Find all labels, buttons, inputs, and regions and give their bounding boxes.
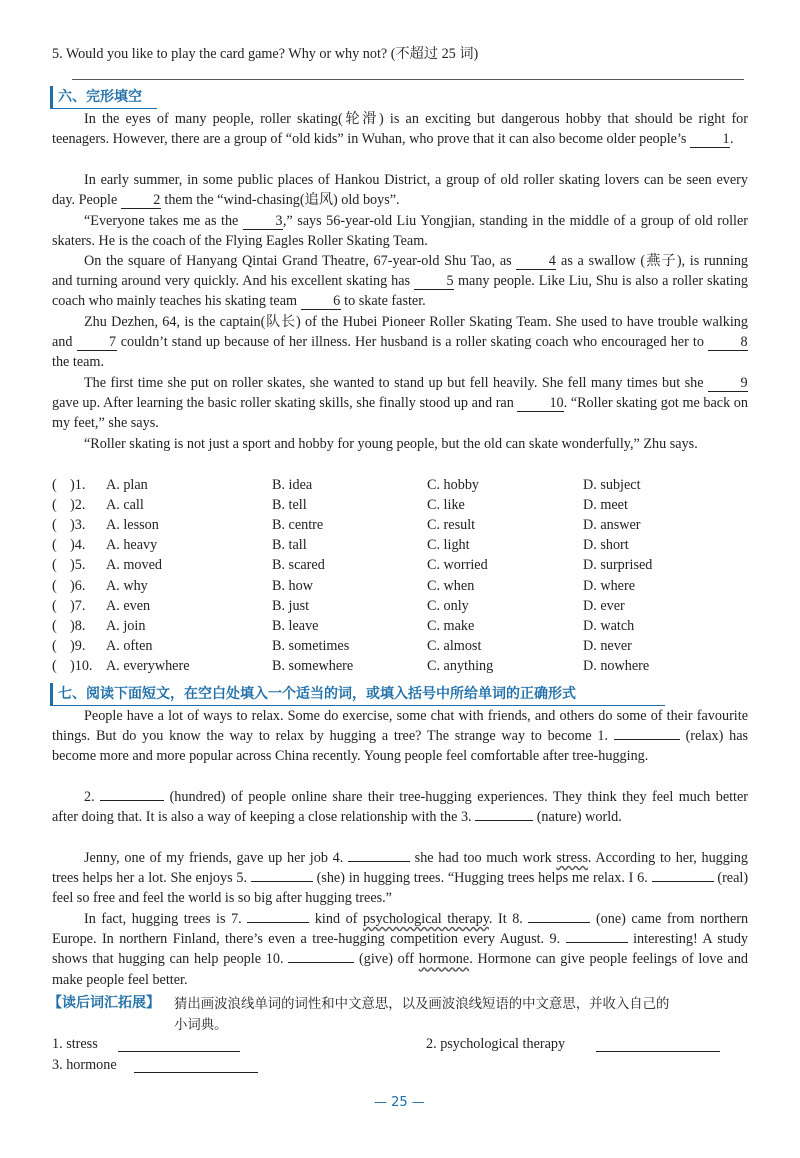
text: many people. Like Liu, Shu is also a roller skating coach who mainly teaches his skating team <box>52 273 749 310</box>
answer-bracket[interactable]: ( <box>52 578 57 594</box>
option-row <box>52 515 752 535</box>
blank-s7-4[interactable] <box>348 861 410 862</box>
option-a[interactable]: A. heavy <box>106 537 158 553</box>
text: In the eyes of many people, roller skating(轮滑) is an exciting but dangerous hobby that should be right for teenagers. However, there are a group of “old kids” in Wuhan, who prove that it can also become older people’s <box>52 111 748 148</box>
option-b[interactable]: B. tall <box>272 537 307 553</box>
option-d[interactable]: D. short <box>583 537 629 553</box>
text: to skate faster. <box>344 293 426 310</box>
cloze-paragraph-7: “Roller skating is not just a sport and hobby for young people, but the old can skate wonderfully,” Zhu says. <box>84 436 698 452</box>
question-number: )2. <box>70 497 86 513</box>
option-b[interactable]: B. tell <box>272 497 307 513</box>
blank-10[interactable]: 10 <box>517 395 563 412</box>
option-c[interactable]: C. hobby <box>427 477 480 493</box>
option-a[interactable]: A. everywhere <box>106 658 190 674</box>
text: In fact, hugging trees is 7. <box>84 911 242 927</box>
answer-bracket[interactable]: ( <box>52 557 57 573</box>
option-d[interactable]: D. meet <box>583 497 628 513</box>
question-number: )9. <box>70 638 86 654</box>
answer-bracket[interactable]: ( <box>52 638 57 654</box>
wavy-word-hormone: hormone <box>418 951 470 968</box>
blank-s7-10[interactable] <box>288 962 354 963</box>
option-b[interactable]: B. just <box>272 598 310 614</box>
text: the team. <box>52 354 104 371</box>
wavy-phrase-therapy: psychological therapy <box>362 911 489 927</box>
blank-s7-6[interactable] <box>652 881 714 882</box>
option-c[interactable]: C. anything <box>427 658 494 674</box>
text: The first time she put on roller skates, she wanted to stand up but fell heavily. She fell many times but she <box>84 375 704 391</box>
question-number: )8. <box>70 618 86 634</box>
text: gave up. After learning the basic roller skating skills, she finally stood up and ran <box>52 395 514 412</box>
option-b[interactable]: B. centre <box>272 517 324 533</box>
text: (she) in hugging trees. “Hugging trees helps me relax. I 6. <box>316 870 648 887</box>
section-6-title: 六、完形填空 <box>58 89 142 105</box>
blank-s7-8[interactable] <box>528 922 590 923</box>
option-a[interactable]: A. plan <box>106 477 148 493</box>
option-row <box>52 495 752 515</box>
option-b[interactable]: B. sometimes <box>272 638 350 654</box>
option-a[interactable]: A. even <box>106 598 151 614</box>
option-row <box>52 555 752 575</box>
option-d[interactable]: D. ever <box>583 598 625 614</box>
option-b[interactable]: B. leave <box>272 618 319 634</box>
option-a[interactable]: A. call <box>106 497 144 513</box>
text: Zhu Dezhen, 64, is the captain(队长) of the Hubei Pioneer Roller Skating Team. She used to have trouble walking and <box>52 314 748 351</box>
page-number: — 25 — <box>374 1095 425 1110</box>
question-number: )5. <box>70 557 86 573</box>
text: them the “wind-chasing(追风) old boys”. <box>164 192 400 209</box>
option-c[interactable]: C. like <box>427 497 465 513</box>
cloze-paragraph-4 <box>52 251 748 312</box>
option-c[interactable]: C. worried <box>427 557 488 573</box>
option-a[interactable]: A. lesson <box>106 517 159 533</box>
grammar-paragraph-1 <box>52 706 748 767</box>
cloze-paragraph-1: In the eyes of many people, roller skating(轮滑) is an exciting but dangerous hobby that should be right for teenagers. However, there are a group of “old kids” in Wuhan, who prove that it can also become older people’s 1. <box>52 111 748 148</box>
text: (relax) has become more and more popular across China recently. Young people feel comfortable after tree-hugging. <box>52 728 749 765</box>
option-b[interactable]: B. idea <box>272 477 313 493</box>
vocab-item-2: 2. psychological therapy <box>426 1036 566 1052</box>
answer-bracket[interactable]: ( <box>52 598 57 614</box>
option-d[interactable]: D. where <box>583 578 635 594</box>
vocab-answer-line-1[interactable] <box>118 1051 240 1052</box>
option-d[interactable]: D. subject <box>583 477 641 493</box>
option-d[interactable]: D. answer <box>583 517 641 533</box>
blank-s7-7[interactable] <box>247 922 309 923</box>
option-c[interactable]: C. result <box>427 517 476 533</box>
text: (give) off <box>359 951 414 968</box>
text: (real) feel so free and feel the world is so big after hugging trees.” <box>52 870 749 907</box>
question-number: )10. <box>70 658 93 674</box>
option-row <box>52 616 752 636</box>
cloze-paragraph-6 <box>52 373 748 434</box>
question-5: 5. Would you like to play the card game? Why or why not? (不超过 25 词) <box>52 46 479 62</box>
text: . “Roller skating got me back on my feet,” she says. <box>52 395 748 432</box>
option-a[interactable]: A. often <box>106 638 153 654</box>
answer-bracket[interactable]: ( <box>52 618 57 634</box>
option-b[interactable]: B. somewhere <box>272 658 354 674</box>
blank-s7-2[interactable] <box>100 800 164 801</box>
text: People have a lot of ways to relax. Some do exercise, some chat with friends, and others do some of their favourite things. But do you know the way to relax by hugging a tree? The strange way to become 1. <box>52 708 748 745</box>
answer-bracket[interactable]: ( <box>52 517 57 533</box>
vocab-item-3: 3. hormone <box>52 1057 117 1073</box>
blank-s7-5[interactable] <box>251 881 313 882</box>
answer-bracket[interactable]: ( <box>52 658 57 674</box>
text: “Everyone takes me as the <box>84 213 239 229</box>
blank-2[interactable]: 2 <box>121 192 161 209</box>
option-row <box>52 596 752 616</box>
option-b[interactable]: B. how <box>272 578 313 594</box>
blank-5[interactable]: 5 <box>414 273 454 290</box>
answer-bracket[interactable]: ( <box>52 477 57 493</box>
option-row <box>52 475 752 495</box>
text: . According to her, hugging trees helps her a lot. She enjoys 5. <box>52 850 748 887</box>
grammar-paragraph-3 <box>52 848 748 909</box>
option-row <box>52 636 752 656</box>
option-c[interactable]: C. when <box>427 578 475 594</box>
option-a[interactable]: A. join <box>106 618 146 634</box>
option-d[interactable]: D. never <box>583 638 632 654</box>
text: . It 8. <box>488 911 523 927</box>
option-d[interactable]: D. nowhere <box>583 658 650 674</box>
text: ,” says 56-year-old Liu Yongjian, standing in the middle of a group of old roller skaters. He is the coach of the Flying Eagles Roller Skating Team. <box>52 213 749 250</box>
cloze-paragraph-2 <box>52 170 748 210</box>
text: interesting! A study shows that hugging can help people 10. <box>52 931 749 968</box>
option-a[interactable]: A. why <box>106 578 148 594</box>
text: (hundred) of people online share their tree-hugging experiences. They think they feel much better after doing that. It is also a way of keeping a close relationship with the 3. <box>52 789 749 826</box>
text: In early summer, in some public places of Hankou District, a group of old roller skating lovers can be seen every day. People <box>52 172 748 209</box>
option-b[interactable]: B. scared <box>272 557 325 573</box>
option-c[interactable]: C. only <box>427 598 469 614</box>
text: kind of <box>314 911 358 927</box>
cloze-paragraph-3 <box>52 211 748 251</box>
question-number: )6. <box>70 578 86 594</box>
answer-bracket[interactable]: ( <box>52 497 57 513</box>
question-number: )4. <box>70 537 86 553</box>
option-d[interactable]: D. watch <box>583 618 635 634</box>
blank-s7-3[interactable] <box>475 820 533 821</box>
blank-7[interactable]: 7 <box>77 334 117 351</box>
blank-s7-1[interactable] <box>614 739 680 740</box>
option-c[interactable]: C. almost <box>427 638 482 654</box>
vocab-instruction: 猜出画波浪线单词的词性和中文意思，以及画波浪线短语的中文意思，并收入自己的 <box>174 997 670 1012</box>
text: as a swallow (燕子), is running and turning around very quickly. And his excellent skating has <box>52 253 749 290</box>
option-a[interactable]: A. moved <box>106 557 162 573</box>
text: 2. <box>84 789 95 805</box>
question-number: )3. <box>70 517 86 533</box>
vocab-answer-line-3[interactable] <box>134 1072 258 1073</box>
option-row <box>52 535 752 555</box>
option-row <box>52 576 752 596</box>
question-number: )1. <box>70 477 86 493</box>
blank-s7-9[interactable] <box>566 942 628 943</box>
wavy-word-stress: stress <box>556 850 588 866</box>
option-row <box>52 656 752 676</box>
vocab-instruction-cont: 小词典。 <box>174 1018 228 1033</box>
vocab-answer-line-2[interactable] <box>596 1051 720 1052</box>
grammar-paragraph-2 <box>52 787 748 827</box>
text: she had too much work <box>414 850 552 866</box>
vocab-tag: 【读后词汇拓展】 <box>48 995 160 1011</box>
vocab-item-1: 1. stress <box>52 1036 98 1052</box>
grammar-paragraph-4 <box>52 909 748 990</box>
blank-9[interactable]: 9 <box>708 375 748 392</box>
section-7-title: 七、阅读下面短文，在空白处填入一个适当的词，或填入括号中所给单词的正确形式 <box>58 686 576 702</box>
option-d[interactable]: D. surprised <box>583 557 653 573</box>
text: couldn’t stand up because of her illness. Her husband is a roller skating coach who encouraged her to <box>120 334 704 351</box>
text: Jenny, one of my friends, gave up her job 4. <box>84 850 344 866</box>
text: (nature) world. <box>536 809 622 826</box>
text: (one) came from northern Europe. In northern Finland, there’s even a tree-hugging competition every August. 9. <box>52 911 749 948</box>
answer-bracket[interactable]: ( <box>52 537 57 553</box>
option-c[interactable]: C. light <box>427 537 470 553</box>
text: On the square of Hanyang Qintai Grand Theatre, 67-year-old Shu Tao, as <box>84 253 512 269</box>
cloze-paragraph-5 <box>52 312 748 373</box>
blank-8[interactable]: 8 <box>708 334 748 351</box>
blank-6[interactable]: 6 <box>301 293 341 310</box>
blank-3[interactable]: 3 <box>243 213 283 230</box>
option-c[interactable]: C. make <box>427 618 475 634</box>
blank-1[interactable]: 1 <box>690 131 730 148</box>
blank-4[interactable]: 4 <box>516 253 556 270</box>
answer-line <box>72 79 744 80</box>
question-number: )7. <box>70 598 86 614</box>
text: . Hormone can give people feelings of love and make people feel better. <box>52 951 749 988</box>
